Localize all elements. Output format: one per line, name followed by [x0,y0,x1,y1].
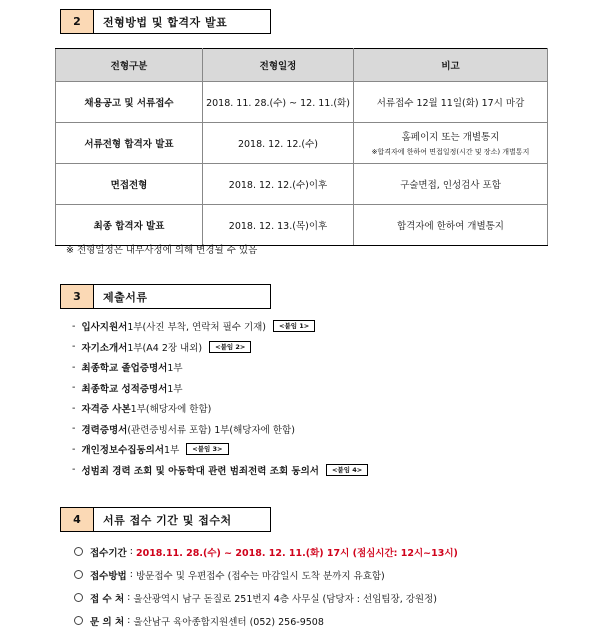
list-item: 접수방법 : 방문접수 및 우편접수 (접수는 마감일시 도착 분까지 유효함) [74,563,458,586]
list-item: - 최종학교 졸업증명서 1부 [72,361,183,375]
list-item: - 자기소개서 1부(A4 2장 내외) <붙임 2> [72,337,368,358]
document-list [72,316,368,480]
attachment-tag: <붙임 4> [326,464,368,476]
list-item: 접 수 처 : 울산광역시 남구 돋질로 251번지 4층 사무실 (담당자 : 선임팀장, 강원정) [74,586,458,609]
column-header: 비고 [354,49,548,82]
submission-info-list [74,540,458,632]
date-cell: 2018. 12. 12.(수)이후 [203,164,354,205]
section-number: 4 [61,508,94,531]
date-cell: 2018. 12. 13.(목)이후 [203,205,354,246]
section-title: 제출서류 [103,290,148,304]
doc-name: 입사지원서 [81,322,128,334]
section-2-header [60,9,271,34]
section-3-header [60,284,271,309]
note-sub: ※합격자에 한하여 면접일정(시간 및 장소) 개별통지 [371,148,530,156]
doc-detail: 1부(사진 부착, 연락처 필수 기재) [127,322,267,334]
section-number: 3 [61,285,94,308]
doc-name: 성범죄 경력 조회 및 아동학대 관련 범죄전력 조회 동의서 [81,465,319,477]
info-value: 2018.11. 28.(수) ~ 2018. 12. 11.(화) 17시 (점심시간: 12시~13시) [135,547,458,559]
section-title: 전형방법 및 합격자 발표 [103,15,228,29]
stage-cell: 서류전형 합격자 발표 [56,123,203,164]
list-item: - 성범죄 경력 조회 및 아동학대 관련 범죄전력 조회 동의서 <붙임 4> [72,460,368,481]
doc-detail: 1부 [164,445,180,457]
section-4-header [60,507,271,532]
doc-name: 최종학교 졸업증명서 [81,363,168,375]
info-value: 울산남구 육아종합지원센터 (052) 256-9508 [133,616,324,628]
info-label: 접수방법 [90,570,127,582]
info-value: 방문접수 및 우편접수 (접수는 마감일시 도착 분까지 유효함) [135,570,385,582]
date-cell: 2018. 11. 28.(수) ~ 12. 11.(화) [203,82,354,123]
note-cell: 구술면접, 인성검사 포함 [354,164,548,205]
section-title: 서류 접수 기간 및 접수처 [103,513,232,527]
doc-name: 최종학교 성적증명서 [81,383,168,395]
list-item: - 자격증 사본 1부(해당자에 한함) [72,402,212,416]
doc-name: 자격증 사본 [81,404,131,416]
note-main: 홈페이지 또는 개별통지 [401,132,500,143]
list-item: - 최종학교 성적증명서 1부 [72,382,183,395]
circle-bullet-icon [74,570,83,579]
stage-cell: 최종 합격자 발표 [56,205,203,246]
info-label: 접 수 처 [90,593,125,605]
doc-detail: 1부 [167,383,183,395]
info-value: 울산광역시 남구 돋질로 251번지 4층 사무실 (담당자 : 선임팀장, 강원정) [133,593,437,605]
list-item: 문 의 처 : 울산남구 육아종합지원센터 (052) 256-9508 [74,609,458,632]
info-label: 문 의 처 [90,616,125,628]
table-header-row [56,49,548,82]
attachment-tag: <붙임 2> [209,341,251,353]
doc-detail: 1부 [167,363,183,375]
list-item: 접수기간 : 2018.11. 28.(수) ~ 2018. 12. 11.(화) 17시 (점심시간: 12시~13시) [74,540,458,563]
column-header: 전형일정 [203,49,354,82]
stage-cell: 채용공고 및 서류접수 [56,82,203,123]
date-cell: 2018. 12. 12.(수) [203,123,354,164]
table-row [56,82,548,123]
schedule-footnote: ※ 전형일정은 내부사정에 의해 변경될 수 있음 [66,245,258,256]
section-number: 2 [61,10,94,33]
list-item: - 개인정보수집동의서 1부 <붙임 3> [72,439,368,460]
table-row [56,164,548,205]
circle-bullet-icon [74,593,83,602]
column-header: 전형구분 [56,49,203,82]
table-row [56,205,548,246]
doc-name: 자기소개서 [81,342,128,354]
circle-bullet-icon [74,547,83,556]
doc-detail: (관련증빙서류 포함) 1부(해당자에 한함) [127,424,295,436]
note-cell: 서류접수 12월 11일(화) 17시 마감 [354,82,548,123]
attachment-tag: <붙임 3> [186,443,228,455]
doc-name: 경력증명서 [81,424,128,436]
attachment-tag: <붙임 1> [273,320,315,332]
stage-cell: 면접전형 [56,164,203,205]
table-row [56,123,548,164]
note-cell: 합격자에 한하여 개별통지 [354,205,548,246]
schedule-table [55,48,548,246]
info-label: 접수기간 [90,547,127,559]
note-cell [354,123,548,164]
circle-bullet-icon [74,616,83,625]
list-item: - 경력증명서 (관련증빙서류 포함) 1부(해당자에 한함) [72,423,295,436]
doc-detail: 1부(해당자에 한함) [130,404,212,416]
list-item: - 입사지원서 1부(사진 부착, 연락처 필수 기재) <붙임 1> [72,316,368,337]
doc-detail: 1부(A4 2장 내외) [127,342,203,354]
doc-name: 개인정보수집동의서 [81,445,165,457]
